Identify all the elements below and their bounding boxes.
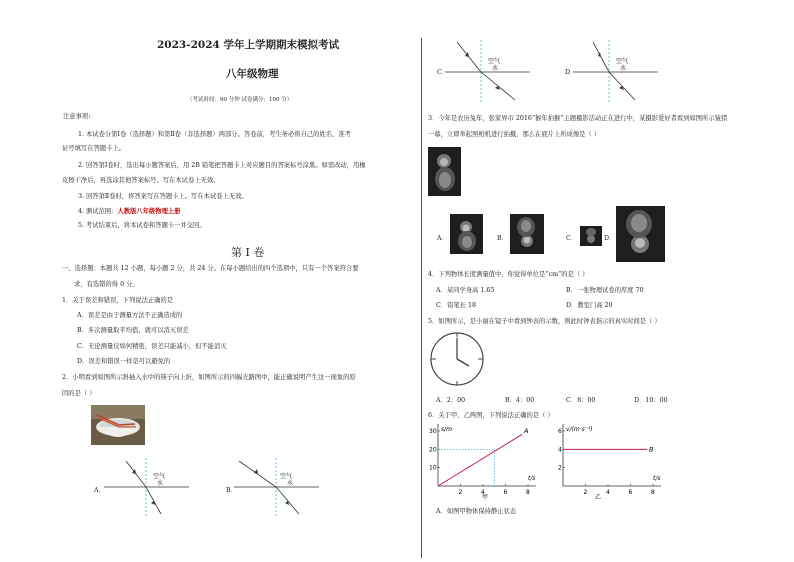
q3-option-d-image [616,206,665,262]
q2-stem-1: 2．小明看到如图所示斜插入水中的筷子向上折，如图所示的四幅光路图中，能正确说明产生这一现象的原 [62,374,356,381]
jia-ylabel: s/m [441,426,452,433]
jia-caption: 甲 [482,494,489,501]
monkey-photo [428,147,461,196]
jia-xtick-label: 2 [458,489,463,496]
section-title: 第 I 卷 [231,246,265,259]
q2-stem-2: 因的是（ ） [62,390,96,397]
q4-option-c: C．铅笔长 18 [436,302,477,309]
yi-xtick-label: 8 [651,489,655,496]
q3-label-c: C． [566,235,578,242]
exam-info: （考试时间：90 分钟 试卷满分：100 分） [187,97,293,103]
note-5: 5. 考试结束后，将本试卷和答题卡一并交回。 [78,222,206,229]
notes-heading: 注意事项: [63,113,91,120]
air-label: 空气 [616,58,629,65]
section-instruction-2: 求，有选错的得 0 分。 [74,281,139,288]
q5-option-d: D．10：00 [634,397,668,404]
q3-label-d: D． [604,235,616,242]
section-instruction-1: 一、选择题：本题共 12 小题，每小题 2 分，共 24 分。在每小题给出的四个选项中，只有一个答案符合要 [62,265,359,272]
q4-option-b: B．一张物理试卷的厚度 70 [566,287,644,294]
q6-stem: 6．关于甲、乙两图，下列说法正确的是（ ） [428,412,554,419]
q3-option-c-image [580,226,602,246]
series-label-A: A [524,427,529,435]
note-1: 1. 本试卷分第Ⅰ卷（选择题）和第Ⅱ卷（非选择题）两部分。答卷前，考生务必将自己的姓名、准考 [78,131,351,138]
q1-option-a: A．误差是由于测量方法不正确造成的 [77,312,183,319]
yi-caption: 乙 [595,494,602,501]
q5-stem: 5．如图所示，是小丽在镜子中看到钟表的示数，则此时钟表指示的真实时间是（ ） [428,318,661,325]
q3-option-a-image [450,214,483,254]
q3-label-b: B． [497,235,508,242]
graph-yi [549,422,669,502]
q3-stem-2: 一幕，立即举起照相机进行拍摄，那么在底片上所成像是（ ） [428,131,601,138]
series-line-A [438,434,522,486]
yi-xtick-label: 2 [583,489,588,496]
q1-option-b: B．多次测量取平均值，就可以消灭误差 [77,327,189,334]
q6-option-a: A．如图甲物体保持静止状态 [436,508,517,515]
q5-option-a: A．2：00 [436,397,466,404]
q4-option-a: A．某同学身高 1.65 [436,287,495,294]
chopsticks-bowl-image [91,405,145,445]
note-4 [78,208,180,216]
q2-label-b: B． [226,487,237,494]
jia-ytick-label: 20 [429,446,437,454]
note-2: 2. 回答第Ⅰ卷时，选出每小题答案后，用 2B 铅笔把答题卡上对应题目的答案标号涂黑。如需改动，用橡 [78,162,366,169]
note-2b: 皮擦干净后，再选涂其他答案标号。写在本试卷上无效。 [62,177,220,184]
subject-title: 八年级物理 [226,68,279,80]
q4-option-d: D．教室门高 20 [566,302,613,309]
q2-diagram-b [234,458,319,516]
water-label: 水 [620,65,627,72]
q3-label-a: A． [437,235,448,242]
note-1b: 证号填写在答题卡上。 [62,145,125,152]
water-label: 水 [287,480,294,487]
water-label: 水 [157,480,164,487]
scope-value: 人教版八年级物理上册 [117,208,181,215]
note-3: 3. 回答第Ⅱ卷时，将答案写在答题卡上。写在本试卷上无效。 [78,193,248,200]
jia-xtick-label: 4 [481,489,485,496]
q3-option-b-image [510,214,544,254]
q5-option-c: C．8：00 [566,397,596,404]
water-label: 水 [492,65,499,72]
jia-xlabel: t/s [528,475,536,482]
yi-ytick-label: 4 [558,446,562,454]
q1-stem: 1．关于误差和错误，下列说法正确的是 [62,297,174,304]
yi-xtick-label: 4 [606,489,610,496]
q2-label-d: D． [565,69,577,76]
series-label-B: B [649,445,654,454]
q3-stem-1: 3．今年是农历兔年，张家界市 2016“猴年拍猴”主题摄影活动正在进行中，某摄影爱好者看到如图所示猿猪 [428,115,728,122]
q1-option-c: C．无论测量仪如何精密，误差只能减小，但不能消灭 [77,343,227,350]
q4-stem: 4．下列物体长度测量值中，你觉得单位是“cm”的是（ ） [428,271,589,278]
jia-xtick-label: 8 [526,489,530,496]
jia-ytick-label: 10 [429,464,437,472]
column-divider [421,38,422,558]
q1-option-d: D．误差和错误一样是可以避免的 [77,358,171,365]
air-label: 空气 [153,473,166,480]
yi-ytick-label: 6 [558,428,562,435]
air-label: 空气 [280,473,293,480]
jia-xtick-label: 6 [503,489,508,496]
q5-option-b: B．4：00 [505,397,535,404]
yi-ylabel: v/(m·s⁻¹) [566,426,593,433]
exam-title: 2023-2024 学年上学期期末模拟考试 [157,39,339,51]
yi-xtick-label: 6 [628,489,633,496]
mirror-clock-face [428,330,486,386]
graph-jia [424,422,544,502]
q2-diagram-d [573,40,658,102]
air-label: 空气 [488,58,501,65]
note-4-label: 4. 测试范围： [78,208,118,215]
yi-xlabel: t/s [653,475,661,482]
yi-ytick-label: 2 [558,464,562,472]
jia-ytick-label: 30 [429,428,437,435]
q2-label-c: C． [437,69,449,76]
q2-diagram-c [445,40,530,102]
q2-diagram-a [104,458,189,516]
q2-label-a: A． [94,487,105,494]
